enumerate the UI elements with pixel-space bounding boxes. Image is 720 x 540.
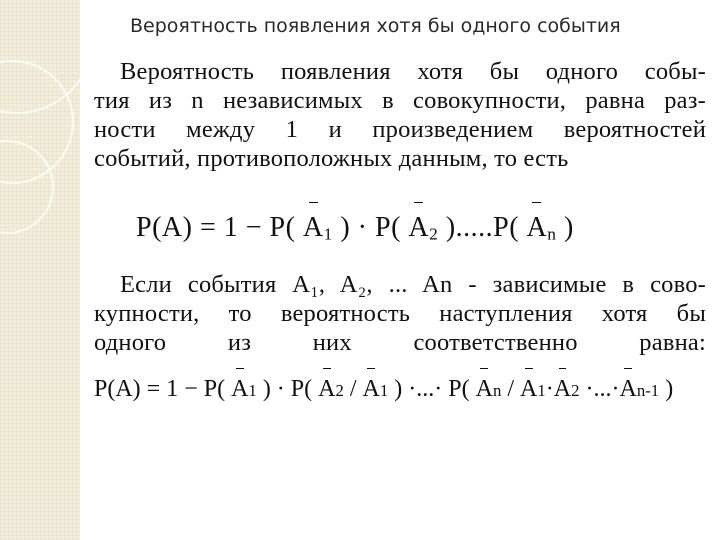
paragraph-line: Если события A₁, A₂, ... An - зависимые в сово- <box>120 271 706 298</box>
complement-symbol: A <box>318 376 336 402</box>
paragraph-dependent <box>94 270 706 357</box>
complement-symbol: A <box>408 212 430 243</box>
slide-title: Вероятность появления хотя бы одного события <box>130 15 621 37</box>
paragraph-line: одного из них соответственно равна: <box>94 329 706 356</box>
complement-symbol: A <box>520 376 538 402</box>
paragraph-line: тия из n независимых в совокупности, равна раз- <box>94 87 706 114</box>
paragraph-line: событий, противоположных данным, то есть <box>94 145 569 172</box>
paragraph-line: Вероятность появления хотя бы одного собы- <box>120 58 706 85</box>
complement-symbol: A <box>302 212 324 243</box>
formula-dependent: P(A) = 1 − P( A1 ) · P( A2 / A1 ) ·...· P( An / A1·A2 ·...·An-1 ) <box>94 376 674 402</box>
paragraph-definition <box>94 57 706 173</box>
formula-independent: P(A) = 1 − P( $A_1$ ) · P( $A_2$ ).....P( $A_n$ ) <box>136 212 574 244</box>
decorative-sidebar <box>0 0 80 540</box>
complement-symbol: A <box>231 376 249 402</box>
complement-symbol: A <box>553 376 572 402</box>
paragraph-line: ности между 1 и произведением вероятностей <box>94 116 706 143</box>
complement-symbol: A <box>362 376 380 402</box>
complement-symbol: A <box>475 376 493 402</box>
complement-symbol: A <box>526 212 548 243</box>
paragraph-line: купности, то вероятность наступления хотя бы <box>94 300 706 327</box>
complement-symbol: A <box>619 376 637 402</box>
